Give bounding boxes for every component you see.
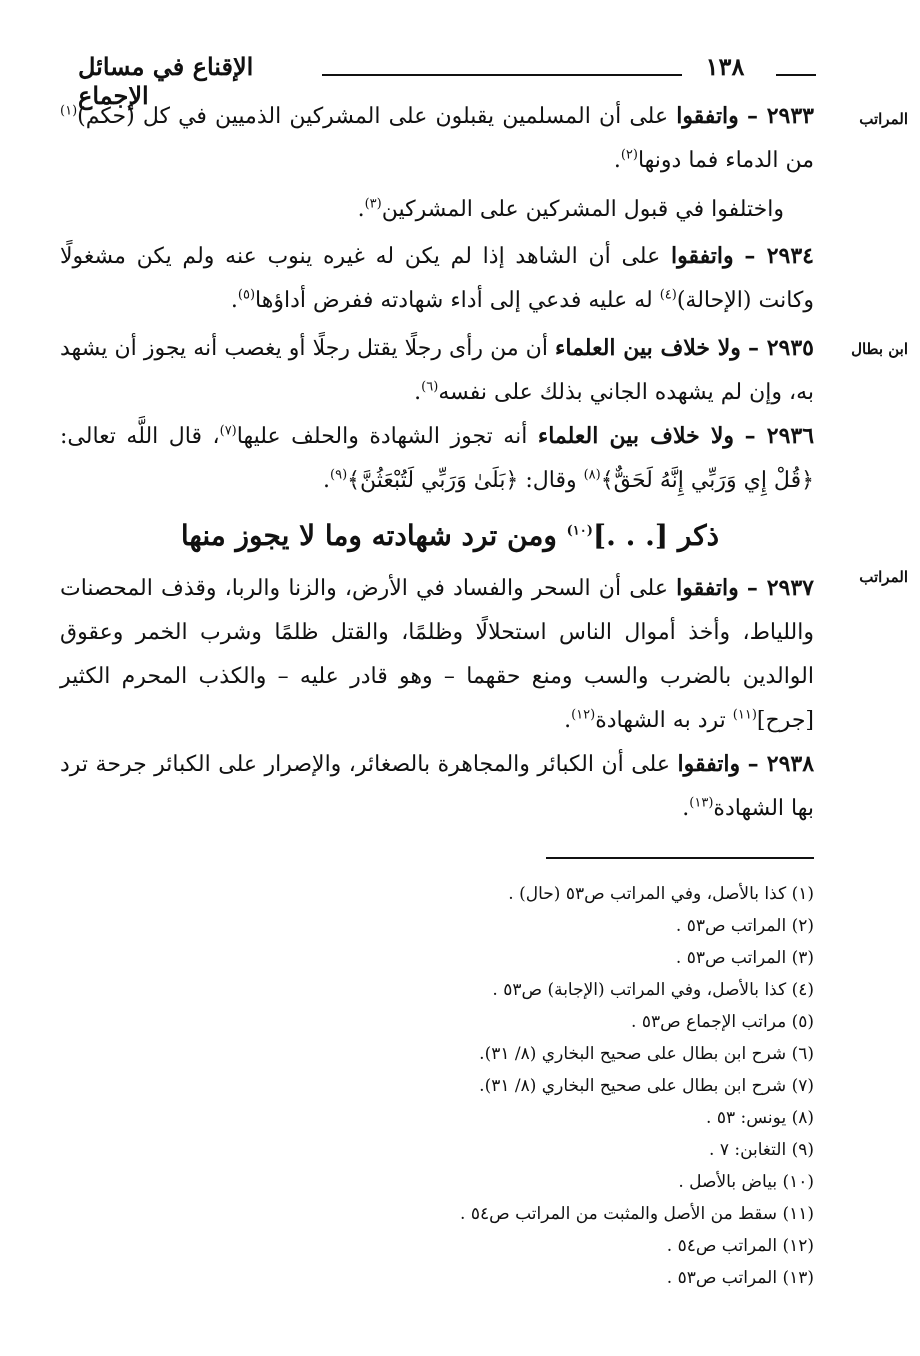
lead-phrase: واتفقوا — [676, 103, 739, 129]
footnote-ref: (١١) — [732, 707, 757, 723]
footnote-ref: (١٠) — [566, 523, 593, 539]
section-heading-b: ومن ترد شهادته وما لا يجوز منها — [180, 519, 557, 552]
paragraph-2938 — [60, 742, 814, 831]
footnote-ref: (١) — [60, 103, 78, 119]
issue-number: ٢٩٣٣ – — [746, 103, 814, 129]
body-text: على أن الشاهد إذا لم يكن له غيره ينوب عنه ولم يكن مشغولًا وكانت (الإحالة) — [60, 244, 814, 313]
footnote-5: (٥) مراتب الإجماع ص٥٣ . — [631, 1012, 814, 1032]
footnote-ref: (٩) — [330, 467, 348, 483]
footnote-ref: (٦) — [421, 379, 439, 395]
body-text: له عليه فدعي إلى أداء شهادته ففرض أداؤها — [255, 288, 653, 313]
footnote-12: (١٢) المراتب ص٥٤ . — [666, 1236, 814, 1256]
paragraph-2933 — [60, 94, 814, 183]
paragraph-2933-disagreement — [60, 188, 784, 232]
footnote-9: (٩) التغابن: ٧ . — [709, 1140, 814, 1160]
paragraph-2934 — [60, 234, 814, 323]
body-text: على أن السحر والفساد في الأرض، والزنا والربا، وقذف المحصنات واللياط، وأخذ أموال الناس استحلالًا وظلمًا، والقتل ظلمًا وشرب الخمر وعقوق الوالدين بالضرب والسب ومنع حقهما – وهو قادر عليه – والكذب المحرم الكثير [جرح] — [60, 576, 814, 733]
body-text: واختلفوا في قبول المشركين على المشركين — [381, 197, 784, 222]
period: . — [682, 796, 690, 821]
page-number: ١٣٨ — [705, 52, 745, 81]
section-heading — [100, 512, 800, 560]
footnote-ref: (١٢) — [571, 707, 596, 723]
source-label-maratib-2: المراتب — [859, 568, 908, 586]
period: . — [613, 148, 621, 173]
header-rule-right — [776, 74, 816, 76]
body-text: أنه تجوز الشهادة والحلف عليها — [236, 424, 528, 449]
paragraph-2936 — [60, 414, 814, 503]
issue-number: ٢٩٣٧ – — [746, 575, 814, 601]
footnote-ref: (٥) — [237, 287, 256, 303]
body-text: على أن الكبائر والمجاهرة بالصغائر، والإصرار على الكبائر جرحة ترد بها الشهادة — [60, 752, 814, 821]
quran-quote-2: وقال: ﴿بَلَىٰ وَرَبِّي لَتُبْعَثُنَّ﴾ — [347, 468, 577, 493]
lead-phrase: واتفقوا — [670, 243, 734, 269]
footnote-13: (١٣) المراتب ص٥٣ . — [666, 1268, 814, 1288]
period: . — [564, 708, 572, 733]
footnote-ref: (٨) — [583, 467, 601, 483]
issue-number: ٢٩٣٦ – — [744, 423, 815, 449]
footnotes — [200, 878, 814, 1294]
footnote-separator — [546, 857, 814, 859]
section-heading-a: ذكر [. . .] — [592, 519, 720, 552]
body-text: ترد به الشهادة — [595, 708, 726, 733]
period: . — [357, 197, 365, 222]
footnote-6: (٦) شرح ابن بطال على صحيح البخاري (٨/ ٣١). — [479, 1044, 814, 1064]
footnote-3: (٣) المراتب ص٥٣ . — [675, 948, 814, 968]
paragraph-2935 — [60, 326, 814, 415]
body-text: من الدماء فما دونها — [637, 148, 814, 173]
issue-number: ٢٩٣٤ – — [744, 243, 814, 269]
issue-number: ٢٩٣٨ – — [747, 751, 815, 777]
lead-phrase: ولا خلاف بين العلماء — [537, 423, 735, 449]
period: . — [414, 380, 422, 405]
footnote-ref: (٤) — [659, 287, 677, 303]
lead-phrase: واتفقوا — [676, 575, 739, 601]
footnote-10: (١٠) بياض بالأصل . — [678, 1172, 814, 1192]
footnote-ref: (٧) — [219, 423, 237, 439]
running-title: الإقناع في مسائل الإجماع — [78, 52, 254, 110]
lead-phrase: ولا خلاف بين العلماء — [555, 335, 741, 361]
source-label-ibn-battal: ابن بطال — [851, 340, 908, 358]
footnote-11: (١١) سقط من الأصل والمثبت من المراتب ص٥٤ . — [460, 1204, 814, 1224]
footnote-4: (٤) كذا بالأصل، وفي المراتب (الإجابة) ص٥٣ . — [492, 980, 814, 1000]
body-text: على أن المسلمين يقبلون على المشركين الذميين في كل (حكم) — [77, 104, 669, 129]
footnote-2: (٢) المراتب ص٥٣ . — [675, 916, 814, 936]
period: . — [323, 468, 331, 493]
body-text: أن من رأى رجلًا يقتل رجلًا أو يغصب أنه يجوز أن يشهد به، وإن لم يشهده الجاني بذلك على نفسه — [60, 336, 814, 405]
lead-phrase: واتفقوا — [677, 751, 741, 777]
footnote-7: (٧) شرح ابن بطال على صحيح البخاري (٨/ ٣١). — [479, 1076, 814, 1096]
footnote-ref: (١٣) — [689, 795, 714, 811]
footnote-1: (١) كذا بالأصل، وفي المراتب ص٥٣ (حال) . — [508, 884, 814, 904]
issue-number: ٢٩٣٥ – — [748, 335, 814, 361]
footnote-ref: (٣) — [364, 196, 382, 212]
quran-quote-1: ، قال اللَّه تعالى: ﴿قُلْ إِي وَرَبِّي إِنَّهُ لَحَقٌّ﴾ — [60, 424, 814, 493]
header-rule — [322, 74, 682, 76]
footnote-ref: (٢) — [620, 147, 638, 163]
period: . — [230, 288, 238, 313]
source-label-maratib: المراتب — [859, 110, 908, 128]
paragraph-2937 — [60, 566, 814, 743]
footnote-8: (٨) يونس: ٥٣ . — [706, 1108, 814, 1128]
